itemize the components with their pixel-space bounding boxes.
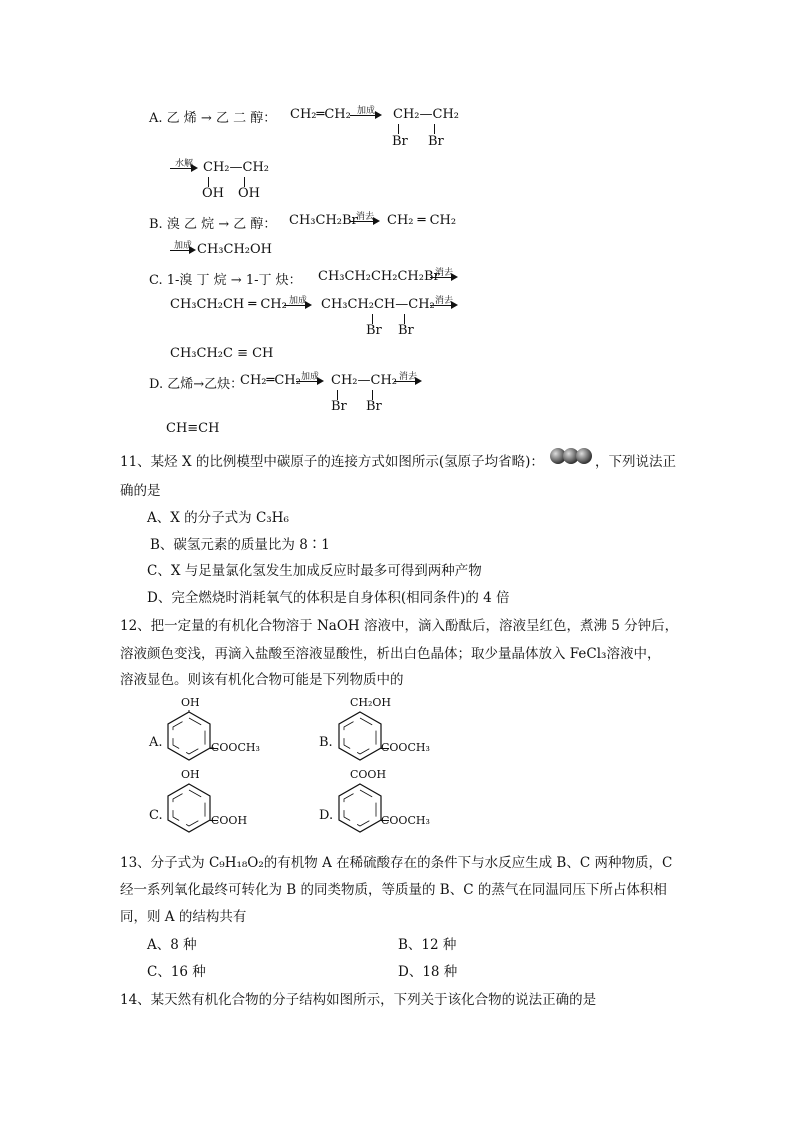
q13-option-d: D、18 种 <box>398 964 458 980</box>
bromine-label: Br <box>398 323 414 338</box>
q10-c-reactant: CH₃CH₂CH₂CH₂Br <box>318 269 440 284</box>
q10-a-reactant: CH₂═CH₂ <box>290 107 351 122</box>
q10-d-reactant: CH₂═CH₂ <box>240 373 301 388</box>
q10-c-alkene: CH₃CH₂CH ═ CH₂ <box>170 297 287 312</box>
q13-stem-line2: 经一系列氧化最终可转化为 B 的同类物质，等质量的 B、C 的蒸气在同温同压下所占体积相 <box>120 882 667 898</box>
q14-stem: 14、某天然有机化合物的分子结构如图所示，下列关于该化合物的说法正确的是 <box>120 992 597 1008</box>
q12-a-side-group: COOCH₃ <box>211 741 260 754</box>
q10-b-product: CH₃CH₂OH <box>197 242 272 257</box>
arrow-label: 水解 <box>174 159 193 169</box>
q12-structure-c-label: C. <box>149 808 163 823</box>
q10-option-a-label: A. 乙 烯 → 乙 二 醇： <box>149 111 277 126</box>
arrow-label: 消去 <box>434 268 453 278</box>
ball-model-icon <box>549 447 595 465</box>
arrow-label: 加成 <box>356 106 375 116</box>
q12-structure-d-label: D. <box>319 808 334 823</box>
arrow-label: 消去 <box>434 296 453 306</box>
q12-c-top-group: OH <box>181 768 200 781</box>
q12-b-top-group: CH₂OH <box>350 696 392 709</box>
q10-d-intermediate: CH₂—CH₂ <box>331 373 397 388</box>
q10-a-intermediate: CH₂—CH₂ <box>393 107 459 122</box>
q10-c-product: CH₃CH₂C ≡ CH <box>170 346 274 361</box>
benzene-ring-icon <box>337 710 385 764</box>
q10-option-c-label: C. 1-溴 丁 烷 → 1-丁 炔： <box>149 273 302 288</box>
q11-option-b: B、碳氢元素的质量比为 8∶1 <box>150 537 330 553</box>
q13-option-a: A、8 种 <box>147 937 197 953</box>
q12-stem-line2: 溶液颜色变浅，再滴入盐酸至溶液显酸性，析出白色晶体；取少量晶体放入 FeCl₃溶液中， <box>120 646 661 662</box>
q13-stem-line1: 13、分子式为 C₉H₁₈O₂的有机物 A 在稀硫酸存在的条件下与水反应生成 B、C 两种物质，C <box>120 855 673 871</box>
q10-option-b-label: B. 溴 乙 烷 → 乙 醇： <box>149 217 277 232</box>
q11-stem-line2: 确的是 <box>120 483 161 499</box>
bromine-label: Br <box>331 399 347 414</box>
benzene-ring-icon <box>166 782 214 836</box>
bromine-label: Br <box>366 323 382 338</box>
q10-c-dibromide: CH₃CH₂CH—CH₂ <box>321 297 435 312</box>
bromine-label: Br <box>392 134 408 149</box>
q11-option-d: D、完全燃烧时消耗氧气的体积是自身体积(相同条件)的 4 倍 <box>147 590 510 606</box>
benzene-ring-icon <box>166 710 214 764</box>
bromine-label: Br <box>428 134 444 149</box>
q10-b-intermediate: CH₂ ═ CH₂ <box>387 213 457 228</box>
q12-b-side-group: COOCH₃ <box>381 741 430 754</box>
q12-c-side-group: COOH <box>211 814 248 827</box>
q13-stem-line3: 同，则 A 的结构共有 <box>120 909 247 925</box>
q13-option-b: B、12 种 <box>398 937 457 953</box>
q10-a-product: CH₂—CH₂ <box>203 160 269 175</box>
q12-stem-line1: 12、把一定量的有机化合物溶于 NaOH 溶液中，滴入酚酞后，溶液呈红色，煮沸 5 分钟后， <box>120 618 679 634</box>
arrow-label: 加成 <box>288 296 307 306</box>
hydroxyl-label: OH <box>202 186 224 201</box>
q13-option-c: C、16 种 <box>147 964 206 980</box>
q12-structure-b-label: B. <box>319 735 333 750</box>
arrow-label: 消去 <box>398 372 417 382</box>
arrow-label: 消去 <box>355 212 374 222</box>
bromine-label: Br <box>366 399 382 414</box>
q12-d-top-group: COOH <box>350 768 387 781</box>
benzene-ring-icon <box>337 782 385 836</box>
q12-structure-a-label: A. <box>149 735 163 750</box>
q11-option-a: A、X 的分子式为 C₃H₆ <box>147 510 289 526</box>
q11-option-c: C、X 与足量氯化氢发生加成反应时最多可得到两种产物 <box>147 563 482 579</box>
q10-b-reactant: CH₃CH₂Br <box>289 213 358 228</box>
arrow-label: 加成 <box>173 241 192 251</box>
q11-stem-part1: 11、某烃 X 的比例模型中碳原子的连接方式如图所示(氢原子均省略)： <box>120 454 544 470</box>
arrow-label: 加成 <box>300 372 319 382</box>
hydroxyl-label: OH <box>238 186 260 201</box>
q11-stem-part2: ，下列说法正 <box>595 454 676 470</box>
q10-option-d-label: D. 乙烯→乙炔： <box>149 377 244 392</box>
q10-d-product: CH≡CH <box>166 421 220 436</box>
q12-a-top-group: OH <box>181 696 200 709</box>
q12-d-side-group: COOCH₃ <box>381 814 430 827</box>
q12-stem-line3: 溶液显色。则该有机化合物可能是下列物质中的 <box>120 672 404 688</box>
